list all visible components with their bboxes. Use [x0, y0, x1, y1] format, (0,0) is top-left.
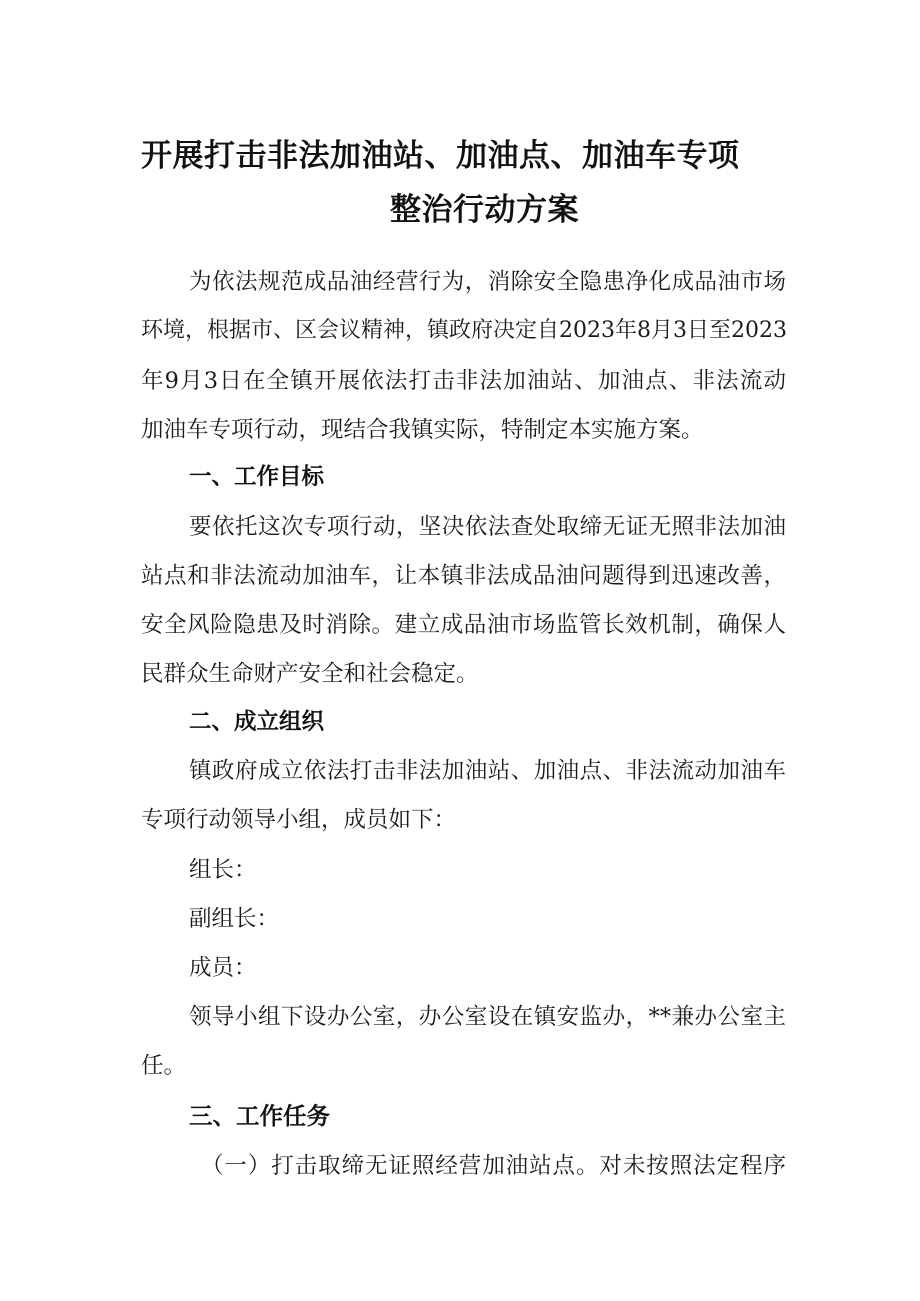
section-2-line-2: 专项行动领导小组，成员如下：	[141, 807, 457, 833]
intro-line-2: 环境，根据市、区会议精神，镇政府决定自2023年8月3日至2023	[141, 318, 787, 343]
deputy-leader-label: 副组长：	[189, 906, 280, 932]
section-3-heading: 三、工作任务	[189, 1102, 330, 1130]
intro-line-1: 为依法规范成品油经营行为，消除安全隐患净化成品油市场	[189, 269, 786, 295]
document-title-line-1: 开展打击非法加油站、加油点、加油车专项	[141, 138, 740, 174]
section-1-line-1: 要依托这次专项行动，坚决依法查处取缔无证无照非法加油	[189, 514, 786, 540]
section-2-line-1: 镇政府成立依法打击非法加油站、加油点、非法流动加油车	[189, 758, 786, 784]
intro-line-3: 年9月3日在全镇开展依法打击非法加油站、加油点、非法流动	[141, 368, 786, 394]
office-line-1: 领导小组下设办公室，办公室设在镇安监办，**兼办公室主	[189, 1004, 786, 1030]
office-line-2: 任。	[141, 1053, 187, 1079]
section-3-line-1: （一）打击取缔无证照经营加油站点。对未按照法定程序	[201, 1153, 786, 1179]
document-title-line-2: 整治行动方案	[390, 192, 579, 228]
leader-label: 组长：	[189, 857, 257, 883]
intro-line-4: 加油车专项行动，现结合我镇实际，特制定本实施方案。	[141, 417, 704, 443]
section-2-heading: 二、成立组织	[189, 709, 325, 735]
section-1-line-2: 站点和非法流动加油车，让本镇非法成品油问题得到迅速改善，	[141, 563, 786, 589]
section-1-heading: 一、工作目标	[189, 464, 325, 490]
section-1-line-4: 民群众生命财产安全和社会稳定。	[141, 661, 479, 687]
section-1-line-3: 安全风险隐患及时消除。建立成品油市场监管长效机制，确保人	[141, 612, 786, 638]
members-label: 成员：	[189, 955, 257, 981]
